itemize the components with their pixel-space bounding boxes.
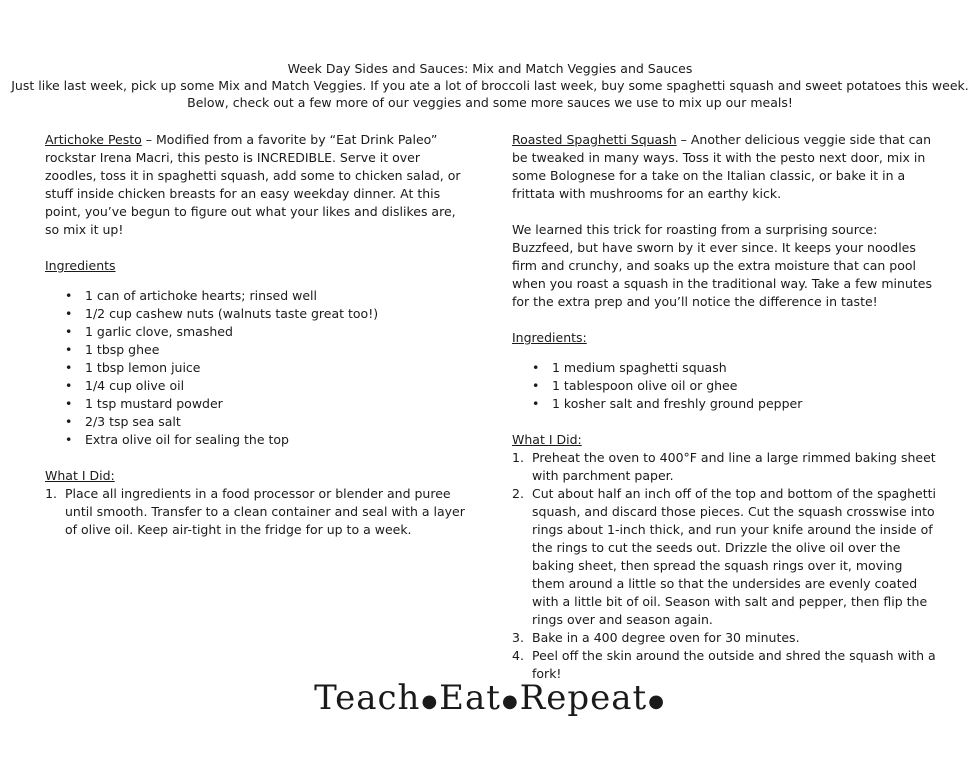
- spaghetti-squash-intro: [512, 131, 937, 203]
- step-text: Bake in a 400 degree oven for 30 minutes.: [532, 630, 800, 645]
- right-column: [512, 131, 937, 683]
- page-title: Week Day Sides and Sauces: Mix and Match Veggies and Sauces: [287, 61, 693, 76]
- step-number: 1.: [45, 486, 57, 501]
- step-number: 3.: [512, 630, 524, 645]
- right-ingredients-list: [512, 359, 937, 413]
- left-column: [45, 131, 470, 539]
- ingredient-item: • 2/3 tsp sea salt: [67, 413, 470, 431]
- logo-word-teach: Teach: [314, 678, 421, 718]
- apple-icon: ●: [501, 691, 519, 712]
- ingredient-item: • 1 can of artichoke hearts; rinsed well: [67, 287, 470, 305]
- ingredient-item: • 1/2 cup cashew nuts (walnuts taste great too!): [67, 305, 470, 323]
- teach-eat-repeat-logo: [0, 678, 980, 718]
- step-item: [512, 629, 937, 647]
- spaghetti-squash-paragraph-2: We learned this trick for roasting from a surprising source: Buzzfeed, but have sworn by it ever since. It keeps your noodles firm and crunchy, and soaks up the extra moisture that can pool when you roast a squash in the traditional way. Take a few minutes for the extra prep and you’ll notice the difference in taste!: [512, 222, 932, 309]
- artichoke-pesto-heading: Artichoke Pesto: [45, 132, 142, 147]
- ingredient-item: • 1 kosher salt and freshly ground pepper: [534, 395, 937, 413]
- right-ingredients-title: Ingredients:: [512, 330, 587, 345]
- step-text: Place all ingredients in a food processor or blender and puree until smooth. Transfer to a clean container and seal with a layer of olive oil. Keep air-tight in the fridge for up to a week.: [65, 486, 465, 537]
- apple-icon: ●: [421, 691, 439, 712]
- right-steps-list: [512, 449, 937, 683]
- header-line-1: Just like last week, pick up some Mix and Match Veggies. If you ate a lot of broccoli last week, buy some spaghetti squash and sweet potatoes this week.: [11, 78, 969, 93]
- spaghetti-squash-heading: Roasted Spaghetti Squash: [512, 132, 677, 147]
- right-steps-title: What I Did:: [512, 432, 582, 447]
- left-ingredients-title: Ingredients: [45, 258, 116, 273]
- ingredient-item: • Extra olive oil for sealing the top: [67, 431, 470, 449]
- step-number: 4.: [512, 648, 524, 663]
- step-item: [512, 449, 937, 485]
- ingredient-item: • 1 garlic clove, smashed: [67, 323, 470, 341]
- spaghetti-squash-description: – Another delicious veggie side that can be tweaked in many ways. Toss it with the pesto next door, mix in some Bolognese for a take on the Italian classic, or bake it in a frittata with mushrooms for an earthy kick.: [512, 132, 932, 201]
- page-header: [0, 60, 980, 111]
- ingredient-item: • 1/4 cup olive oil: [67, 377, 470, 395]
- step-number: 2.: [512, 486, 524, 501]
- apple-icon: ●: [648, 691, 665, 712]
- ingredient-item: • 1 tsp mustard powder: [67, 395, 470, 413]
- step-text: Cut about half an inch off of the top and bottom of the spaghetti squash, and discard those pieces. Cut the squash crosswise into rings about 1-inch thick, and run your knife around the inside of the rings to cut the seeds out. Drizzle the olive oil over the baking sheet, then spread the squash rings over it, moving them around a little so that the undersides are evenly coated with a little bit of oil. Season with salt and pepper, then flip the rings over and season again.: [532, 486, 937, 627]
- step-text: Peel off the skin around the outside and shred the squash with a fork!: [532, 648, 936, 681]
- step-number: 1.: [512, 450, 524, 465]
- logo-word-repeat: Repeat: [519, 678, 648, 718]
- step-text: Preheat the oven to 400°F and line a large rimmed baking sheet with parchment paper.: [532, 450, 936, 483]
- left-steps-list: [3, 485, 470, 539]
- ingredient-item: • 1 tablespoon olive oil or ghee: [534, 377, 937, 395]
- left-ingredients-list: [45, 287, 470, 449]
- artichoke-pesto-description: – Modified from a favorite by “Eat Drink Paleo” rockstar Irena Macri, this pesto is INCREDIBLE. Serve it over zoodles, toss it in spaghetti squash, add some to chicken salad, or stuff inside chicken breasts for an easy weekday dinner. At this point, you’ve begun to figure out what your likes and dislikes are, so mix it up!: [45, 132, 461, 237]
- step-item: [3, 485, 470, 539]
- ingredient-item: • 1 tbsp ghee: [67, 341, 470, 359]
- header-line-2: Below, check out a few more of our veggies and some more sauces we use to mix up our meals!: [187, 95, 793, 110]
- logo-word-eat: Eat: [439, 678, 501, 718]
- ingredient-item: • 1 medium spaghetti squash: [534, 359, 937, 377]
- artichoke-pesto-intro: [45, 131, 470, 239]
- left-steps-title: What I Did:: [45, 468, 115, 483]
- ingredient-item: • 1 tbsp lemon juice: [67, 359, 470, 377]
- step-item: [512, 485, 937, 629]
